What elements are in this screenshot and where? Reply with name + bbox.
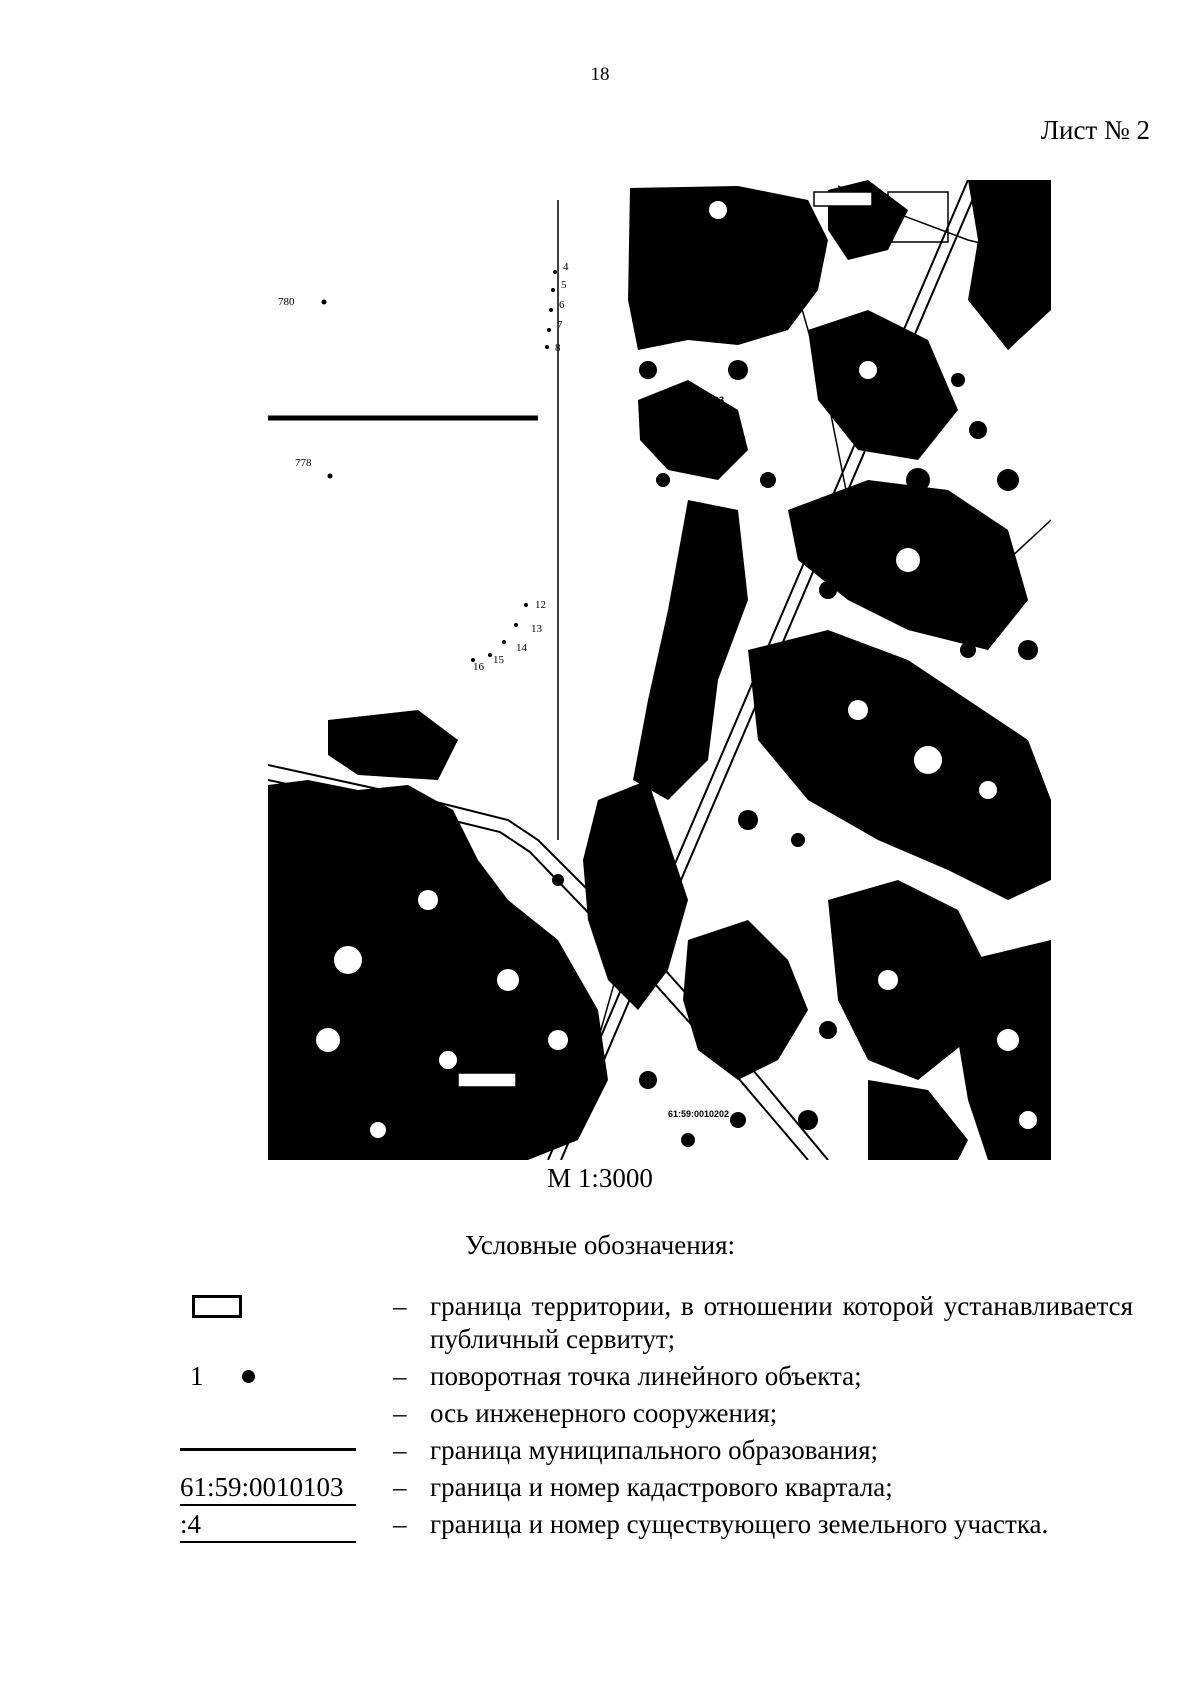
svg-text:13: 13 <box>531 623 542 635</box>
map-image <box>268 180 1051 1160</box>
point-dot-icon <box>242 1370 255 1383</box>
svg-text:4: 4 <box>563 261 569 273</box>
legend-dash: – <box>393 1361 407 1391</box>
rectangle-symbol <box>192 1295 242 1318</box>
sheet-label: Лист № 2 <box>1040 115 1150 145</box>
cadastral-label-top: 61:59:0010103 <box>663 395 725 405</box>
legend-description: граница территории, в отношении которой устанавливается публичный сервитут; <box>430 1291 1133 1354</box>
cadastral-number: 61:59:0010103 <box>180 1471 356 1506</box>
legend-dash: – <box>393 1398 407 1428</box>
legend-description: ось инженерного сооружения; <box>430 1398 778 1428</box>
map-scale: М 1:3000 <box>547 1163 653 1193</box>
legend-description: граница муниципального образования; <box>430 1435 879 1465</box>
legend-dash: – <box>393 1509 407 1539</box>
point-number: 1 <box>190 1361 204 1391</box>
svg-text:12: 12 <box>535 599 546 611</box>
legend-description: граница и номер кадастрового квартала; <box>430 1472 893 1502</box>
svg-text:778: 778 <box>295 457 312 469</box>
svg-text:6: 6 <box>559 299 565 311</box>
parcel-label: 2210 <box>1008 222 1029 232</box>
svg-text:16: 16 <box>473 661 484 673</box>
legend-title: Условные обозначения: <box>464 1230 736 1260</box>
legend-description: граница и номер существующего земельного участка. <box>430 1509 1049 1539</box>
svg-text:14: 14 <box>516 642 527 654</box>
svg-text:15: 15 <box>493 654 504 666</box>
parcel-number: :4 <box>180 1508 356 1543</box>
cadastral-label-bottom: 61:59:0010202 <box>668 1109 730 1119</box>
svg-text:7: 7 <box>557 319 563 331</box>
svg-text:8: 8 <box>555 342 561 354</box>
legend-dash: – <box>393 1435 407 1465</box>
legend-dash: – <box>393 1472 407 1502</box>
legend-description: поворотная точка линейного объекта; <box>430 1361 862 1391</box>
svg-text:780: 780 <box>278 296 295 308</box>
svg-text:5: 5 <box>561 279 567 291</box>
turning-point <box>471 658 485 673</box>
line-symbol <box>180 1448 356 1451</box>
legend-dash: – <box>393 1291 407 1321</box>
page-number: 18 <box>590 64 610 85</box>
